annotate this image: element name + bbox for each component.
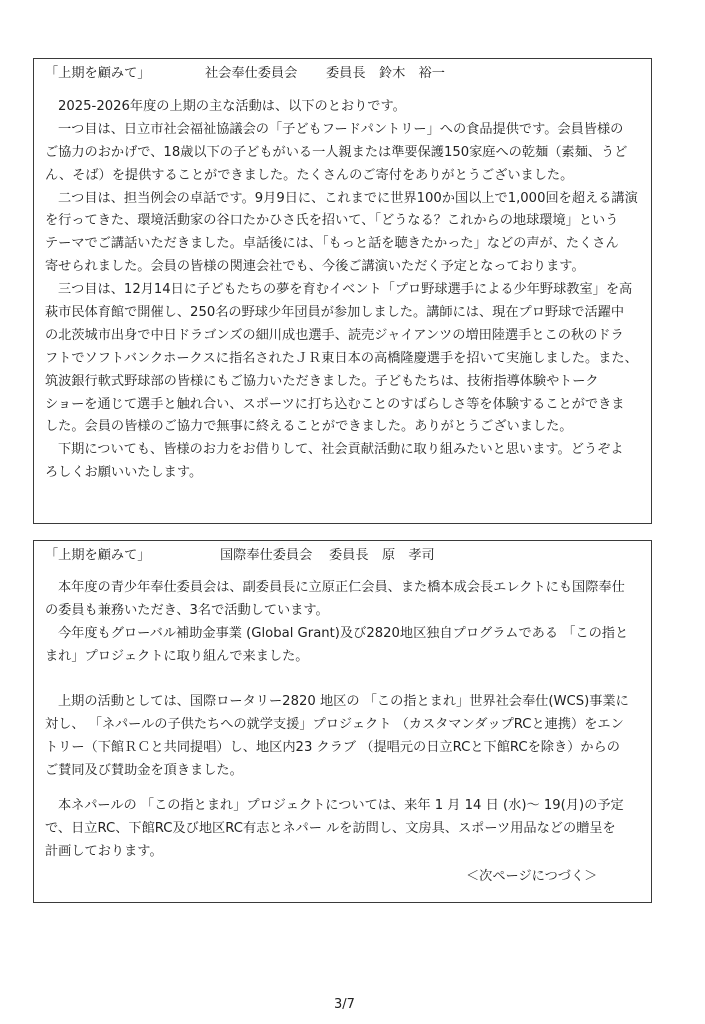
body-line: 寄せられました。会員の皆様の関連会社でも、今後ご講演いただく予定となっております。 [45, 259, 585, 275]
body-line: ご協力のおかげで、18歳以下の子どもがいる一人親または準要保護150家庭への乾麺（素麺、うど [45, 144, 628, 160]
body-line: を行ってきた、環境活動家の谷口たかひさ氏を招いて、「どうなる？これからの地球環境」という [45, 213, 619, 229]
international-service-report [33, 540, 652, 903]
body-line: 下期についても、皆様のお力をお借りして、社会貢献活動に取り組みたいと思います。どうぞよ [58, 442, 624, 458]
body-line: 本年度の青少年奉仕委員会は、副委員長に立原正仁会員、また橋本成会長エレクトにも国際奉仕 [58, 580, 625, 595]
committee-name: 国際奉仕委員会 [220, 548, 313, 563]
body-line: 本ネパールの 「この指とまれ」プロジェクトについては、来年 1 月 14 日 (水)～ 19(月)の予定 [58, 797, 624, 813]
report-heading [34, 63, 651, 85]
author-name: 鈴木 裕一 [379, 66, 445, 81]
body-line: 計画しております。 [45, 843, 163, 859]
body-line: で、日立RC、下館RC及び地区RC有志とネパー ルを訪問し、文房具、スポーツ用品などの贈呈を [45, 820, 616, 836]
author-name: 原 孝司 [382, 548, 435, 563]
paragraph-2 [34, 691, 651, 783]
body-line: 一つ目は、日立市社会福祉協議会の「子どもフードパントリー」への食品提供です。会員皆様の [58, 121, 624, 137]
report-body [34, 96, 651, 485]
body-line: まれ」プロジェクトに取り組んで来ました。 [45, 648, 309, 664]
body-line: 二つ目は、担当例会の卓話です。9月9日に、これまでに世界100か国以上で1,000回を超える講演 [58, 190, 638, 206]
page-number: 3/7 [334, 997, 355, 1012]
committee-name: 社会奉仕委員会 [205, 66, 298, 81]
body-line: 三つ目は、12月14日に子どもたちの夢を育むイベント「プロ野球選手による少年野球教室」を高 [58, 282, 633, 298]
continued-next-page: ＜次ページにつづく＞ [466, 868, 598, 884]
body-line: トリー（下館ＲＣと共同提唱）し、地区内23 クラブ （提唱元の日立RCと下館RCを除き）からの [45, 739, 620, 755]
paragraph-3 [34, 795, 651, 864]
body-line: ご賛同及び賛助金を頂きました。 [45, 762, 243, 778]
report-body [34, 577, 651, 889]
paragraph-1 [34, 577, 651, 669]
report-title: 「上期を顧みて」 [45, 548, 151, 563]
body-line: 2025-2026年度の上期の主な活動は、以下のとおりです。 [58, 99, 406, 114]
body-line: ん、そば）を提供することができました。たくさんのご寄付をありがとうございました。 [45, 167, 574, 183]
body-line: 対し、 「ネパールの子供たちへの就学支援」プロジェクト （カスタマンダップRCと連携）をエン [45, 716, 624, 732]
author-role: 委員長 [329, 548, 369, 563]
body-line: 今年度もグローバル補助金事業 (Global Grant)及び2820地区独自プログラムである 「この指と [58, 625, 629, 641]
social-service-report [33, 58, 652, 524]
body-line: 上期の活動としては、国際ロータリー2820 地区の 「この指とまれ」世界社会奉仕(WCS)事業に [58, 693, 629, 709]
body-line: の北茨城市出身で中日ドラゴンズの細川成也選手、読売ジャイアンツの増田陸選手とこの秋のドラ [45, 327, 624, 343]
body-line: の委員も兼務いただき、3名で活動しています。 [45, 602, 329, 618]
body-line: ショーを通じて選手と触れ合い、スポーツに打ち込むことのすばらしさ等を体験することができま [45, 396, 625, 412]
body-line: 萩市民体育館で開催し、250名の野球少年団員が参加しました。講師には、現在プロ野球で活躍中 [45, 305, 625, 321]
body-line: テーマでご講話いただきました。卓話後には、「もっと話を聴きたかった」などの声が、たくさん [45, 236, 619, 252]
report-heading [34, 545, 651, 567]
body-line: 筑波銀行軟式野球部の皆様にもご協力いただきました。子どもたちは、技術指導体験やトーク [45, 373, 599, 389]
body-line: ろしくお願いいたします。 [45, 465, 203, 481]
author-role: 委員長 [326, 66, 366, 81]
body-line: フトでソフトバンクホークスに指名されたＪＲ東日本の高橋隆慶選手を招いて実施しました。また、 [45, 350, 638, 366]
report-title: 「上期を顧みて」 [45, 66, 151, 81]
body-line: した。会員の皆様のご協力で無事に終えることができました。ありがとうございました。 [45, 419, 573, 435]
